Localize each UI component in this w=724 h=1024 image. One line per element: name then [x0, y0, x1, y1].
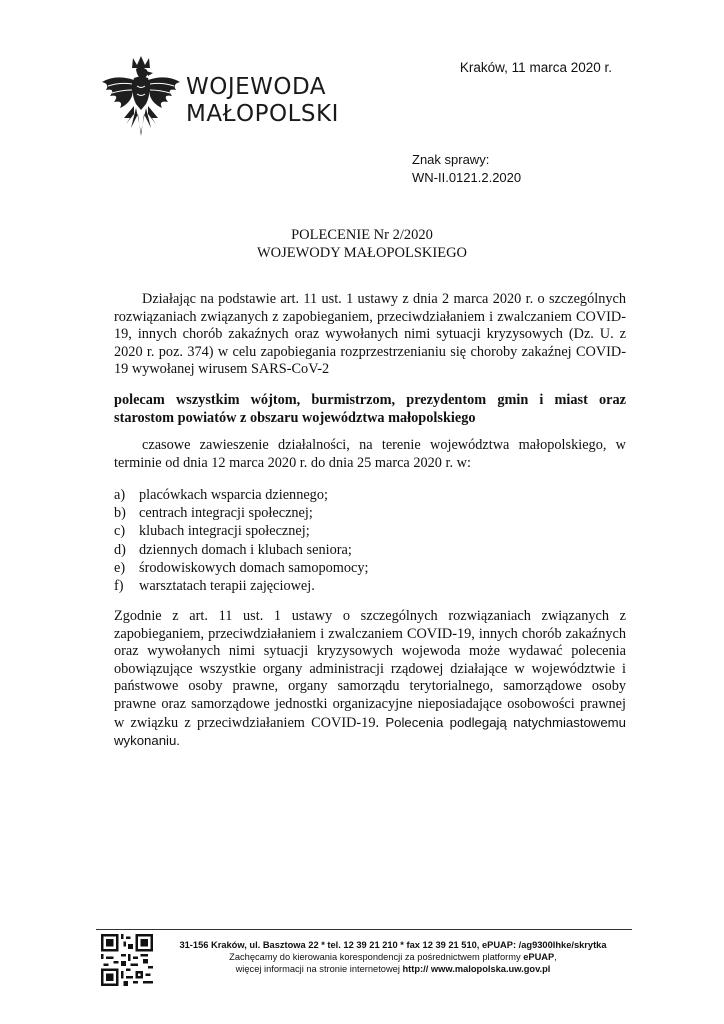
list-item-text: dziennych domach i klubach seniora;: [139, 541, 352, 558]
case-reference-number: WN-II.0121.2.2020: [412, 170, 522, 185]
footer-epuap-line: Zachęcamy do kierowania korespondencji za pośrednictwem platformy ePUAP,: [229, 952, 557, 962]
qr-code-icon: [101, 934, 153, 986]
list-item-letter: e): [114, 559, 126, 576]
case-reference: [412, 151, 521, 187]
footer-address: 31-156 Kraków, ul. Basztowa 22 * tel. 12 39 21 210 * fax 12 39 21 510, ePUAP: /ag9300lhke/skrytka: [179, 940, 607, 950]
document-title-line1: POLECENIE Nr 2/2020: [291, 227, 433, 243]
list-item: [114, 504, 369, 522]
legal-basis-paragraph: Działając na podstawie art. 11 ust. 1 ustawy z dnia 2 marca 2020 r. o szczególnych rozwiązaniach związanych z zapobieganiem, przeciwdziałaniem i zwalczaniem COVID-19, innych chorób zakaźnych oraz wywołanych nimi sytuacji kryzysowych (Dz. U. z 2020 r. poz. 374) w celu zapobiegania rozprzestrzenianiu się choroby zakaźnej COVID-19 wywołanej wirusem SARS-CoV-2: [114, 291, 626, 378]
list-item: [114, 541, 369, 559]
footer-contact: [166, 939, 620, 975]
organization-name-line1: WOJEWODA: [186, 74, 327, 100]
footer-website-link[interactable]: http:// www.malopolska.uw.gov.pl: [402, 964, 551, 974]
list-item-letter: d): [114, 541, 126, 558]
legal-effect-paragraph: [114, 608, 626, 751]
list-item-letter: c): [114, 523, 126, 540]
list-item-text: centrach integracji społecznej;: [139, 505, 313, 522]
list-item-letter: f): [114, 578, 124, 595]
list-item: [114, 522, 369, 540]
document-date: Kraków, 11 marca 2020 r.: [459, 60, 612, 75]
document-title-line2: WOJEWODY MAŁOPOLSKIEGO: [256, 245, 468, 261]
white-eagle-emblem-icon: [96, 52, 186, 138]
suspension-paragraph: czasowe zawieszenie działalności, na terenie województwa małopolskiego, w terminie od dnia 12 marca 2020 r. do dnia 25 marca 2020 r. w:: [114, 437, 626, 471]
legal-effect-main: Zgodnie z art. 11 ust. 1 ustawy o szczególnych rozwiązaniach związanych z zapobieganiem, przeciwdziałaniem i zwalczaniem COVID-19, innych chorób zakaźnych oraz wywołanych nimi sytuacji kryzysowych wojewoda może wydawać polecenia obowiązujące wszystkie organy administracji rządowej działające w województwie i państwowe osoby prawne, organy samorządu terytorialnego, samorządowe osoby prawne oraz samorządowe jednostki organizacyjne nieposiadające osobowości prawnej w związku z przeciwdziałaniem COVID-19.: [114, 608, 626, 731]
list-item-text: klubach integracji społecznej;: [139, 523, 310, 540]
list-item: [114, 486, 369, 504]
list-item-letter: a): [114, 487, 126, 503]
list-item-text: środowiskowych domach samopomocy;: [139, 559, 369, 576]
footer-website-line: więcej informacji na stronie internetowej http:// www.malopolska.uw.gov.pl: [235, 964, 551, 974]
case-reference-label: Znak sprawy:: [412, 152, 490, 167]
legal-effect-tail: Polecenia podlegają natychmiastowemu wykonaniu.: [114, 714, 626, 749]
organization-name: [186, 74, 339, 128]
document-title: [0, 226, 724, 262]
list-item-text: placówkach wsparcia dziennego;: [139, 487, 328, 503]
footer-epuap-link[interactable]: ePUAP: [523, 952, 555, 962]
addressees-paragraph: polecam wszystkim wójtom, burmistrzom, prezydentom gmin i miast oraz starostom powiatów z obszaru województwa małopolskiego: [114, 392, 626, 426]
footer-divider: [96, 929, 632, 930]
list-item-text: warsztatach terapii zajęciowej.: [139, 578, 315, 595]
list-item: [114, 559, 369, 577]
organization-name-line2: MAŁOPOLSKI: [186, 101, 339, 127]
list-item-letter: b): [114, 505, 126, 522]
facility-list: [114, 486, 369, 595]
list-item: [114, 577, 369, 595]
